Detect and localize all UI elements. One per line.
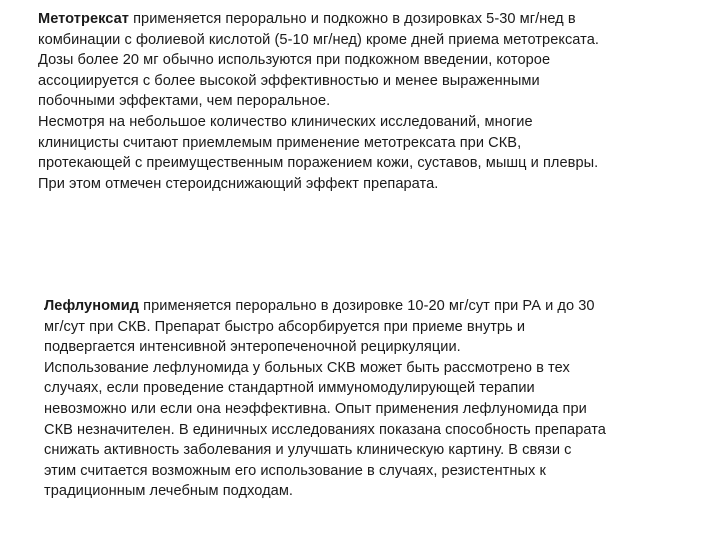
text-line: невозможно или если она неэффективна. Опыт применения лефлуномида при bbox=[44, 400, 587, 417]
methotrexate-text-block bbox=[38, 9, 698, 194]
text-line: снижать активность заболевания и улучшать клиническую картину. В связи с bbox=[44, 442, 572, 459]
text-line-rest: применяется перорально и подкожно в дозировках 5-30 мг/нед в bbox=[128, 11, 576, 27]
text-line: клиницисты считают приемлемым применение метотрексата при СКВ, bbox=[38, 134, 522, 151]
text-line: подвергается интенсивной энтеропеченочной рециркуляции. bbox=[44, 339, 461, 356]
text-line: Использование лефлуномида у больных СКВ может быть рассмотрено в тех bbox=[44, 359, 570, 376]
text-line: этим считается возможным его использование в случаях, резистентных к bbox=[44, 462, 546, 479]
text-line: ассоциируется с более высокой эффективностью и менее выраженными bbox=[38, 72, 540, 89]
text-line: протекающей с преимущественным поражением кожи, суставов, мышц и плевры. bbox=[38, 155, 599, 172]
leflunomide-text-block bbox=[44, 296, 694, 502]
text-line bbox=[38, 9, 698, 30]
text-line: традиционным лечебным подходам. bbox=[44, 483, 294, 500]
text-line: Несмотря на небольшое количество клинических исследований, многие bbox=[38, 113, 533, 130]
text-line: Дозы более 20 мг обычно используются при подкожном введении, которое bbox=[38, 52, 551, 69]
text-line: СКВ незначителен. В единичных исследованиях показана способность препарата bbox=[44, 421, 606, 438]
text-line: комбинации с фолиевой кислотой (5-10 мг/нед) кроме дней приема метотрексата. bbox=[38, 31, 599, 48]
text-line: мг/сут при СКВ. Препарат быстро абсорбируется при приеме внутрь и bbox=[44, 318, 526, 335]
drug-name-methotrexate: Метотрексат bbox=[38, 11, 129, 27]
text-line bbox=[44, 296, 694, 317]
text-line: При этом отмечен стероидснижающий эффект препарата. bbox=[38, 175, 439, 192]
text-line: побочными эффектами, чем пероральное. bbox=[38, 93, 331, 110]
text-line: случаях, если проведение стандартной иммуномодулирующей терапии bbox=[44, 380, 535, 397]
text-line-rest: применяется перорально в дозировке 10-20 мг/сут при РА и до 30 bbox=[139, 298, 595, 314]
drug-name-leflunomide: Лефлуномид bbox=[44, 298, 140, 314]
